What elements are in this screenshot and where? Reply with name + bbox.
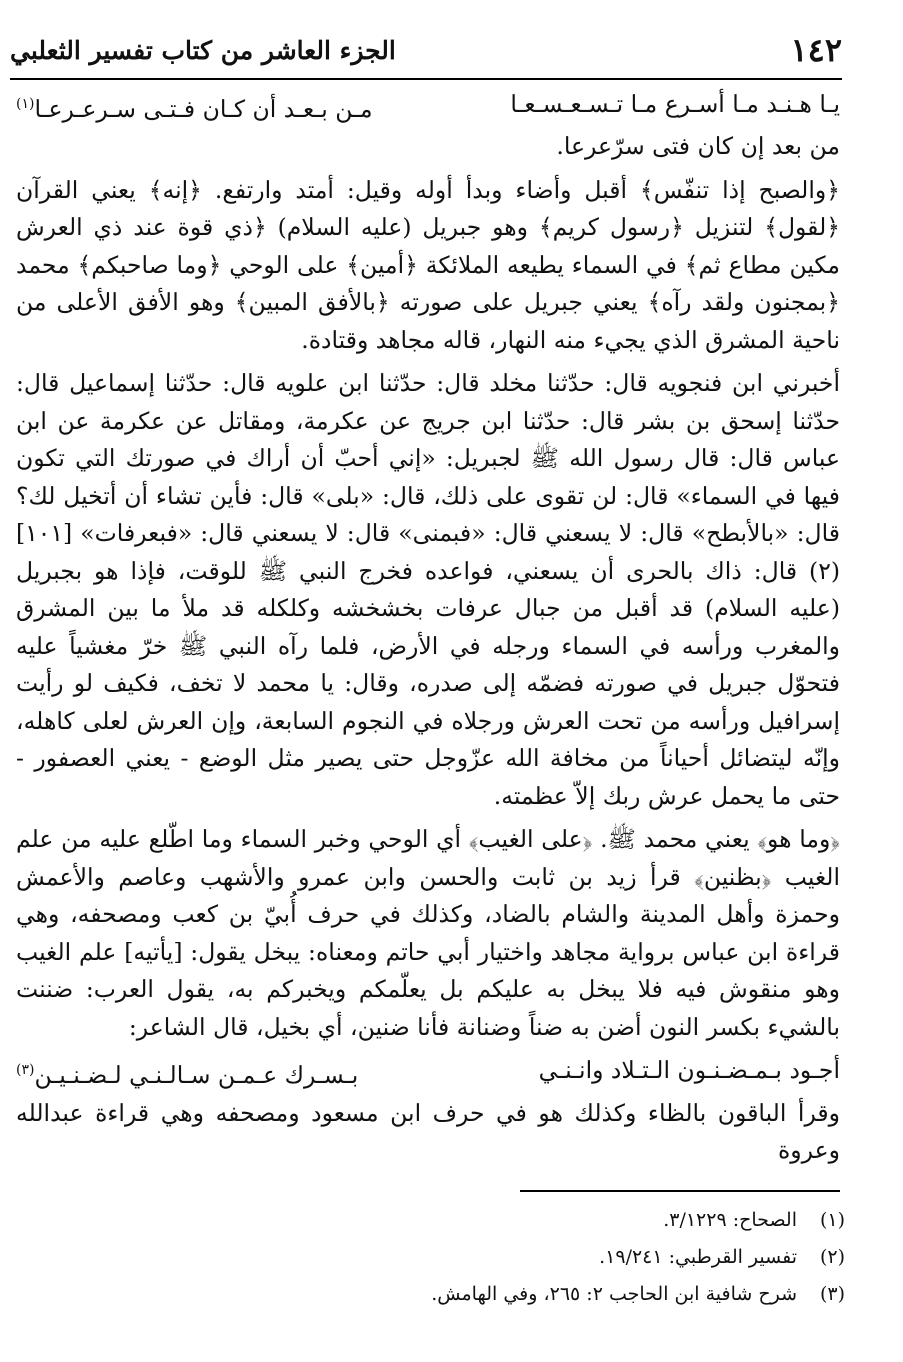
footnote-text: الصحاح: ٣/١٢٢٩.: [663, 1209, 797, 1231]
footnote-ref-3: (٣): [16, 1062, 35, 1079]
footnote-number: (٣): [819, 1283, 845, 1305]
main-text: [16, 86, 840, 1176]
footnote-text: شرح شافية ابن الحاجب ٢: ٢٦٥، وفي الهامش.: [431, 1283, 797, 1305]
page-header: [10, 30, 842, 70]
footnote-item: [300, 1276, 845, 1313]
footnote-item: [300, 1202, 845, 1239]
poem-verse-2: [16, 1052, 840, 1094]
paragraph-4: وقرأ الباقون بالظاء وكذلك هو في حرف ابن مسعود ومصحفه وهي قراءة عبدالله وعروة: [16, 1098, 840, 1165]
footnote-ref-1: (١): [16, 96, 35, 112]
footnote-text: تفسير القرطبي: ١٩/٢٤١.: [599, 1246, 797, 1268]
footnote-number: (١): [819, 1209, 845, 1231]
footnote-item: [300, 1239, 845, 1276]
poem-second-hemistich: بـسـرك عـمـن سـالـنـي لـضـنـيـن: [34, 1061, 359, 1090]
footnote-divider: [520, 1190, 840, 1192]
poem-verse-1: [16, 86, 840, 128]
paragraph-2: أخبرني ابن فنجويه قال: حدّثنا مخلد قال: حدّثنا ابن علويه قال: حدّثنا إسماعيل قال: حدّثنا إسحق بن بشر قال: حدّثنا ابن جريج عن عكرمة، ومقاتل عن عكرمة عن ابن عباس قال: قال رسول الله ﷺ لجبريل: «إني أحبّ أن أراك في صورتك التي تكون فيها في السماء» قال: لن تقوى على ذلك، قال: «بلى» قال: فأين تشاء أن أتخيل لك؟ قال: «بالأبطح» قال: لا يسعني قال: «فبمنى» قال: لا يسعني قال: «فبعرفات» [١٠١](٢) قال: ذاك بالحرى أن يسعني، فواعده فخرج النبي ﷺ للوقت، فإذا هو بجبريل (عليه السلام) قد أقبل من جبال عرفات بخشخشه وكلكله قد ملأ ما بين المشرق والمغرب ورأسه في السماء ورجله في الأرض، فلما رآه النبي ﷺ خرّ مغشياً عليه فتحوّل جبريل في صورته فضمّه إلى صدره، وقال: يا محمد لا تخف، فكيف لو رأيت إسرافيل ورأسه من تحت العرش ورجلاه في النجوم السابعة، وإن العرش لعلى كاهله، وإنّه ليتضائل أحياناً من مخافة الله عزّوجل حتى يصير مثل الوضع - يعني العصفور - حتى ما يحمل عرش ربك إلاّ عظمته.: [16, 369, 841, 810]
poem-second-hemistich: مـن بـعـد أن كـان فـتـى سـرعـرعـا: [34, 94, 373, 123]
running-title: الجزء العاشر من كتاب تفسير الثعلبي: [10, 35, 396, 65]
poem-second-hemistich-wrap: [16, 86, 373, 128]
poem-second-hemistich-wrap: [16, 1052, 358, 1094]
header-divider: [10, 78, 842, 80]
paragraph-1: ﴿والصبح إذا تنفّس﴾ أقبل وأضاء وبدأ أوله وقيل: أمتد وارتفع. ﴿إنه﴾ يعني القرآن ﴿لقول﴾ لتنزيل ﴿رسول كريم﴾ وهو جبريل (عليه السلام) ﴿ذي قوة عند ذي العرش مكين مطاع ثم﴾ في السماء يطيعه الملائكة ﴿أمين﴾ على الوحي ﴿وما صاحبكم﴾ محمد ﴿بمجنون ولقد رآه﴾ يعني جبريل على صورته ﴿بالأفق المبين﴾ وهو الأفق الأعلى من ناحية المشرق الذي يجيء منه النهار، قاله مجاهد وقتادة.: [16, 175, 840, 354]
poem-first-hemistich: أجـود بـمـضـنـون الـتـلاد وانـنـي: [538, 1056, 840, 1085]
poem-first-hemistich: يـا هـنـد مـا أسـرع مـا تـسـعـسـعـا: [510, 90, 840, 118]
paragraph-0: من بعد إن كان فتى سرّعرعا.: [556, 132, 840, 161]
paragraph-3: ﴿وما هو﴾ يعني محمد ﷺ. ﴿على الغيب﴾ أي الوحي وخبر السماء وما اطّلع عليه من علم الغيب ﴿بظنين﴾ قرأ زيد بن ثابت والحسن وابن عمرو والأشهب وعاصم والأعمش وحمزة وأهل المدينة والشام بالضاد، وكذلك في حرف أُبيّ بن كعب ومصحفه، وهي قراءة ابن عباس برواية مجاهد واختيار أبي حاتم ومعناه: يبخل يقول: [يأتيه] علم الغيب وهو منقوش فيه فلا يبخل به عليكم بل يعلّمكم ويخبركم به، يقول العرب: ضننت بالشيء بكسر النون أضن به ضناً وضنانة فأنا ضنين، أي بخيل، قال الشاعر:: [16, 825, 840, 1041]
page-number: ١٤٢: [790, 31, 842, 69]
footnotes: [300, 1202, 845, 1313]
footnote-number: (٢): [819, 1246, 845, 1268]
